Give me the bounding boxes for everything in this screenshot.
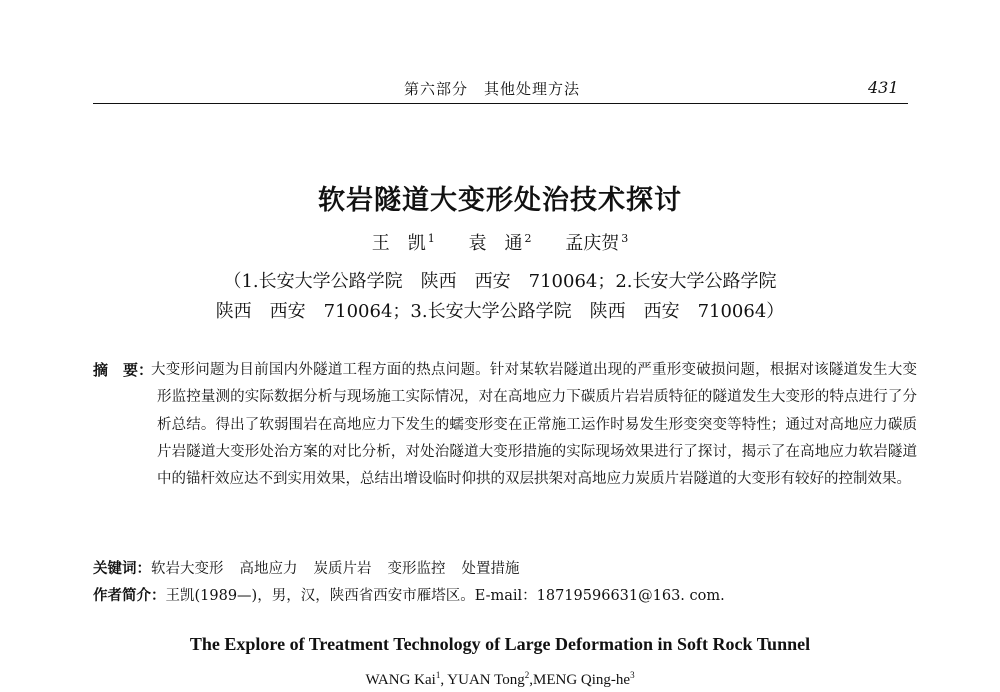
keyword: 高地应力 [239, 561, 298, 577]
author [565, 233, 628, 254]
english-author [447, 672, 529, 688]
author-bio [93, 584, 725, 605]
english-author-affil-mark: 2 [524, 670, 530, 680]
english-author-name: WANG Kai [365, 672, 436, 688]
english-author-list: WANG Kai$^1$, YUAN Tong$^2$,MENG Qing-$he^3$ [365, 670, 635, 688]
keywords-label: 关键词： [93, 561, 151, 577]
keyword: 软岩大变形 [151, 561, 224, 577]
author [372, 233, 435, 254]
keyword: 变形监控 [387, 561, 446, 577]
keywords [93, 557, 536, 578]
page-number: 431 [868, 78, 899, 97]
keyword: 处置措施 [461, 561, 520, 577]
english-author [533, 672, 635, 688]
affiliation-line: （1.长安大学公路学院 陕西 西安 710064；2.长安大学公路学院 [223, 271, 777, 292]
english-title: The Explore of Treatment Technology of Large Deformation in Soft Rock Tunnel [189, 634, 811, 654]
abstract-label: 摘 要： [93, 361, 154, 379]
affiliation-line: 陕西 西安 710064；3.长安大学公路学院 陕西 西安 710064） [215, 301, 785, 322]
paper-title: 软岩隧道大变形处治技术探讨 [318, 185, 682, 216]
author-list [0, 229, 1000, 255]
author-affil-mark: 2 [524, 232, 532, 245]
keyword: 炭质片岩 [313, 561, 372, 577]
author-bio-label: 作者简介： [93, 588, 166, 604]
author [469, 233, 532, 254]
author-affil-mark: 1 [427, 232, 435, 245]
running-header: 第六部分 其他处理方法 [404, 80, 581, 98]
author-affil-mark: 3 [621, 232, 629, 245]
english-author-affil-mark: 3 [630, 670, 635, 680]
header-rule [93, 103, 908, 104]
english-author [365, 672, 440, 688]
english-author-name: MENG Qing-he [532, 672, 631, 688]
abstract-text: 大变形问题为目前国内外隧道工程方面的热点问题。针对某软岩隧道出现的严重形变破损问题，根据对该隧道发生大变形监控量测的实际数据分析与现场施工实际情况，对在高地应力下碳质片岩岩质特征的隧道发生大变形的特点进行了分析总结。得出了软弱围岩在高地应力下发生的蠕变形变在正常施工运作时易发生形变突变等特性；通过对高地应力碳质片岩隧道大变形处治方案的对比分析，对处治隧道大变形措施的实际现场效果进行了探讨，揭示了在高地应力软岩隧道中的锚杆效应达不到实用效果，总结出增设临时仰拱的双层拱架对高地应力炭质片岩隧道的大变形有较好的控制效果。 [151, 362, 917, 488]
author-name: 袁 通 [468, 233, 523, 254]
author-name: 孟庆贺 [565, 233, 620, 254]
author-bio-text: 王凯(1989—)，男，汉，陕西省西安市雁塔区。E-mail：18719596631@163. com. [165, 588, 725, 604]
english-author-name: YUAN Tong [447, 672, 525, 688]
author-name: 王 凯 [371, 233, 426, 254]
english-author-affil-mark: 1 [435, 670, 441, 680]
